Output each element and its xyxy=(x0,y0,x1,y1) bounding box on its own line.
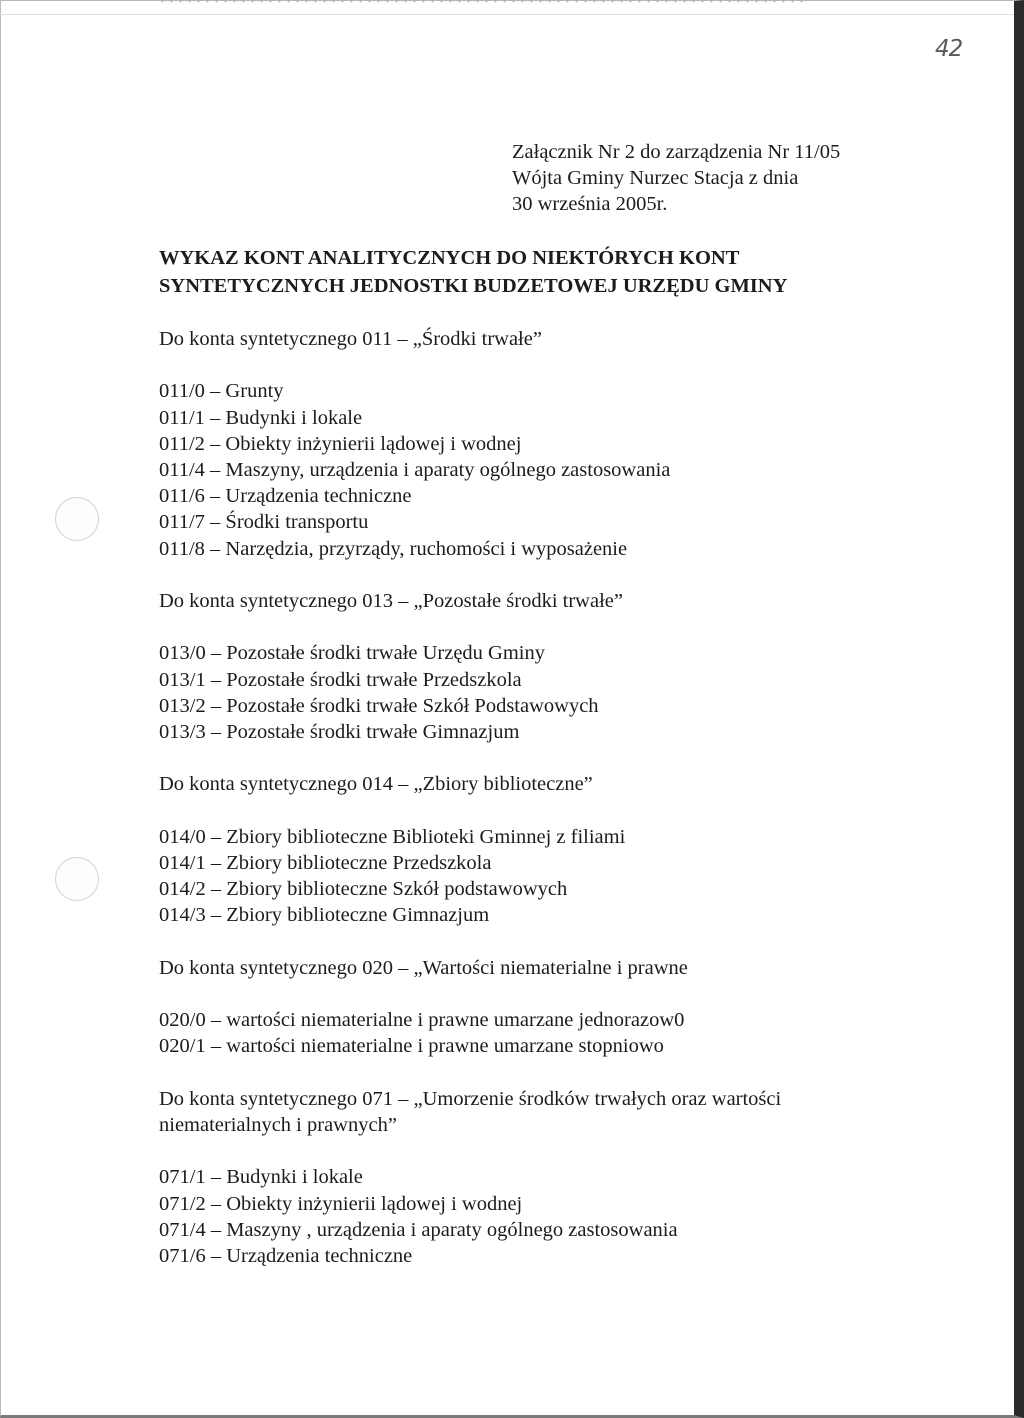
section-heading: Do konta syntetycznego 011 – „Środki trwałe” xyxy=(159,328,542,350)
list-item: 011/7 – Środki transportu xyxy=(159,511,369,534)
handwritten-page-number: 42 xyxy=(935,36,963,62)
list-item: 011/6 – Urządzenia techniczne xyxy=(159,485,412,508)
section-heading: Do konta syntetycznego 071 – „Umorzenie środków trwałych oraz wartości niematerialnych i prawnych” xyxy=(159,1087,782,1136)
list-item: 011/2 – Obiekty inżynierii lądowej i wodnej xyxy=(159,432,522,455)
list-item: 013/3 – Pozostałe środki trwałe Gimnazjum xyxy=(159,721,520,743)
account-list xyxy=(159,326,879,1269)
account-section-011 xyxy=(159,326,879,562)
section-heading: Do konta syntetycznego 020 – „Wartości niematerialne i prawne xyxy=(159,956,688,979)
punch-hole-bottom xyxy=(55,857,99,901)
document-title xyxy=(159,244,787,300)
list-item: 013/2 – Pozostałe środki trwałe Szkół Podstawowych xyxy=(159,694,599,717)
list-item: 071/2 – Obiekty inżynierii lądowej i wodnej xyxy=(159,1192,523,1215)
list-item: 071/1 – Budynki i lokale xyxy=(159,1166,363,1189)
scan-artifact-line xyxy=(0,14,1014,15)
punch-hole-top xyxy=(55,497,99,541)
list-item: 071/6 – Urządzenia techniczne xyxy=(159,1244,413,1267)
list-item: 020/1 – wartości niematerialne i prawne umarzane stopniowo xyxy=(159,1035,664,1058)
list-item: 014/3 – Zbiory biblioteczne Gimnazjum xyxy=(159,904,490,927)
list-item: 011/1 – Budynki i lokale xyxy=(159,406,363,429)
list-item: 071/4 – Maszyny , urządzenia i aparaty ogólnego zastosowania xyxy=(159,1218,678,1241)
document-title-line-1: WYKAZ KONT ANALITYCZNYCH DO NIEKTÓRYCH KONT xyxy=(159,247,740,269)
account-section-071 xyxy=(159,1086,879,1269)
list-item: 014/2 – Zbiory biblioteczne Szkół podstawowych xyxy=(159,878,568,901)
list-item: 013/1 – Pozostałe środki trwałe Przedszkola xyxy=(159,668,522,691)
list-item: 011/4 – Maszyny, urządzenia i aparaty ogólnego zastosowania xyxy=(159,459,671,481)
list-item: 014/1 – Zbiory biblioteczne Przedszkola xyxy=(159,851,492,874)
list-item: 014/0 – Zbiory biblioteczne Biblioteki Gminnej z filiami xyxy=(159,825,626,848)
section-heading: Do konta syntetycznego 013 – „Pozostałe środki trwałe” xyxy=(159,590,623,612)
list-item: 020/0 – wartości niematerialne i prawne umarzane jednorazow0 xyxy=(159,1009,685,1032)
list-item: 011/0 – Grunty xyxy=(159,380,284,403)
scan-artifact-dots xyxy=(158,0,808,3)
account-section-013 xyxy=(159,588,879,745)
attachment-header xyxy=(512,139,840,217)
attachment-header-line-1: Załącznik Nr 2 do zarządzenia Nr 11/05 xyxy=(512,141,841,163)
list-item: 013/0 – Pozostałe środki trwałe Urzędu Gminy xyxy=(159,642,546,665)
attachment-header-line-3: 30 września 2005r. xyxy=(512,193,668,215)
account-section-020 xyxy=(159,955,879,1060)
list-item: 011/8 – Narzędzia, przyrządy, ruchomości i wyposażenie xyxy=(159,537,628,560)
attachment-header-line-2: Wójta Gminy Nurzec Stacja z dnia xyxy=(512,167,799,189)
section-heading: Do konta syntetycznego 014 – „Zbiory biblioteczne” xyxy=(159,773,593,796)
document-title-line-2: SYNTETYCZNYCH JEDNOSTKI BUDZETOWEJ URZĘDU GMINY xyxy=(159,275,788,297)
account-section-014 xyxy=(159,771,879,928)
